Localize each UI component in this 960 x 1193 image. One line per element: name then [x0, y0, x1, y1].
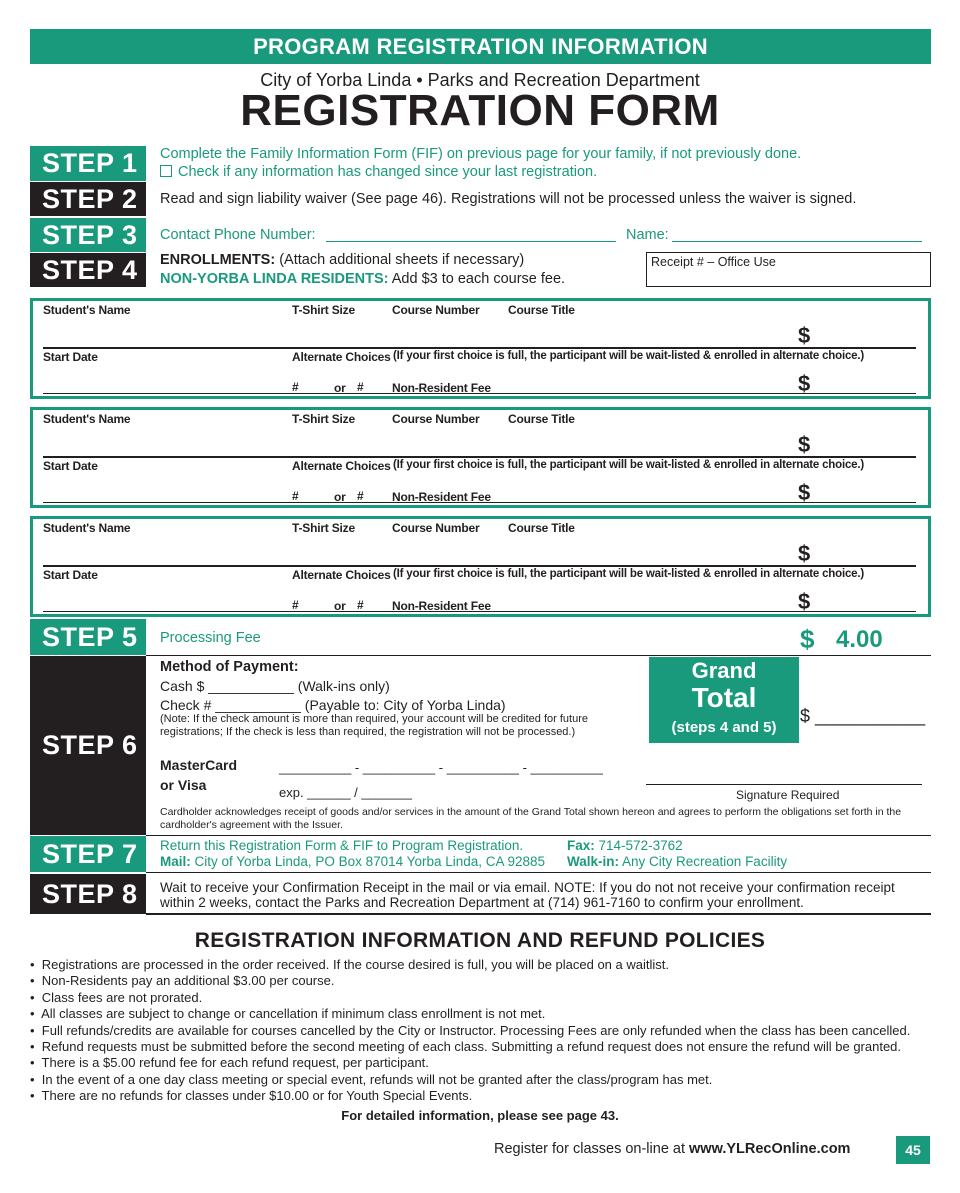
alternate-choices-note: (If your first choice is full, the participant will be wait-listed & enrolled in alternate choice.)	[393, 568, 864, 580]
course-fee-line[interactable]	[43, 347, 916, 349]
course-title-label: Course Title	[508, 412, 575, 426]
signature-label: Signature Required	[736, 788, 840, 802]
footer-url-link[interactable]: www.YLRecOnline.com	[689, 1141, 851, 1157]
policy-item: • There is a $5.00 refund fee for each refund request, per participant.	[30, 1055, 429, 1071]
step-3-label: STEP 3	[30, 218, 146, 252]
cardholder-text-line1: Cardholder acknowledges receipt of goods and/or services in the amount of the Grand Total shown hereon and agrees to perform the obligations set forth in the	[160, 806, 902, 818]
step7-bottom-rule	[146, 872, 931, 873]
method-of-payment-heading: Method of Payment:	[160, 659, 299, 675]
alternate-choices-label: Alternate Choices	[292, 350, 391, 364]
student-name-label: Student's Name	[43, 303, 131, 317]
receipt-label: Receipt # – Office Use	[651, 255, 776, 269]
course-fee-line[interactable]	[43, 565, 916, 567]
fax-number: 714-572-3762	[598, 838, 683, 853]
fax-line	[567, 838, 683, 853]
alternate-choices-note: (If your first choice is full, the participant will be wait-listed & enrolled in alternate choice.)	[393, 459, 864, 471]
step6-bottom-rule	[146, 835, 931, 836]
policies-detail-note: For detailed information, please see page 43.	[341, 1108, 619, 1123]
alternate-choices-note: (If your first choice is full, the participant will be wait-listed & enrolled in alternate choice.)	[393, 350, 864, 362]
alt-or: or	[334, 490, 346, 504]
tshirt-label: T-Shirt Size	[292, 303, 355, 317]
nonres-fee-dollar: $	[798, 480, 811, 505]
info-changed-checkbox-row[interactable]	[160, 164, 597, 180]
tshirt-label: T-Shirt Size	[292, 412, 355, 426]
policy-item: • Class fees are not prorated.	[30, 989, 203, 1005]
total-label: Total	[691, 682, 757, 713]
checkbox[interactable]	[160, 165, 172, 177]
step1-instruction: Complete the Family Information Form (FIF) on previous page for your family, if not previously done.	[160, 146, 802, 162]
alternate-choices-label: Alternate Choices	[292, 568, 391, 582]
footer-register-text: Register for classes on-line at www.YLRecOnline.com	[494, 1141, 851, 1157]
nonresident-heading: NON-YORBA LINDA RESIDENTS:	[160, 271, 389, 287]
start-date-label: Start Date	[43, 459, 98, 473]
policy-item: • Refund requests must be submitted before the second meeting of each class. Submitting a refund request does not ensure the refund will be granted.	[30, 1039, 902, 1055]
grand-total-box	[649, 657, 799, 743]
course-fee-line[interactable]	[43, 456, 916, 458]
step-4-label: STEP 4	[30, 253, 146, 287]
alternate-choices-label: Alternate Choices	[292, 459, 391, 473]
alt-hash-2: #	[357, 380, 364, 394]
policy-item: • All classes are subject to change or cancellation if minimum class enrollment is not met.	[30, 1006, 546, 1022]
course-title-label: Course Title	[508, 303, 575, 317]
step8-line2: within 2 weeks, contact the Parks and Recreation Department at (714) 961-7160 to confirm your enrollment.	[160, 895, 804, 910]
processing-fee-dollar: $	[800, 624, 815, 654]
enrollments-line	[160, 252, 524, 268]
department-subtitle: City of Yorba Linda • Parks and Recreation Department	[260, 70, 700, 90]
nonres-fee-dollar: $	[798, 371, 811, 396]
alt-or: or	[334, 381, 346, 395]
section-banner: PROGRAM REGISTRATION INFORMATION	[30, 29, 931, 64]
policy-item: • Registrations are processed in the order received. If the course desired is full, you will be placed on a waitlist.	[30, 957, 669, 972]
page-number-badge: 45	[896, 1136, 930, 1164]
step5-top-rule	[146, 655, 931, 656]
processing-fee-amount: 4.00	[836, 626, 883, 653]
fax-label: Fax:	[567, 838, 595, 853]
alt-or: or	[334, 599, 346, 613]
expiration-field[interactable]: exp. ______ / _______	[279, 785, 413, 800]
enrollment-box-2	[30, 407, 931, 508]
start-date-line[interactable]	[43, 502, 916, 503]
step8-line1: Wait to receive your Confirmation Receipt in the mail or via email. NOTE: If you do not not receive your confirmation receipt	[160, 880, 895, 895]
check-note-line1: (Note: If the check amount is more than required, your account will be credited for future	[160, 713, 588, 725]
course-fee-dollar: $	[798, 323, 811, 348]
policy-item: • Non-Residents pay an additional $3.00 per course.	[30, 973, 335, 989]
start-date-label: Start Date	[43, 350, 98, 364]
start-date-label: Start Date	[43, 568, 98, 582]
tshirt-label: T-Shirt Size	[292, 521, 355, 535]
steps-4-and-5-label: (steps 4 and 5)	[671, 719, 777, 736]
policies-title: REGISTRATION INFORMATION AND REFUND POLICIES	[194, 929, 766, 952]
cardholder-text-line2: cardholder's agreement with the Issuer.	[160, 819, 343, 831]
policy-item: • In the event of a one day class meeting or special event, refunds will not be granted after the class/program has met.	[30, 1071, 713, 1087]
enrollments-note: (Attach additional sheets if necessary)	[279, 252, 525, 268]
policy-item: • There are no refunds for classes under $10.00 or for Youth Special Events.	[30, 1088, 473, 1104]
alt-hash-2: #	[357, 489, 364, 503]
step2-waiver-text: Read and sign liability waiver (See page 46). Registrations will not be processed unless the waiver is signed.	[160, 191, 857, 207]
nonres-fee-dollar: $	[798, 589, 811, 614]
grand-label: Grand	[691, 658, 757, 683]
step-5-label: STEP 5	[30, 619, 146, 655]
step-2-label: STEP 2	[30, 182, 146, 216]
card-number-field[interactable]: __________ - __________ - __________ - __________	[279, 760, 603, 775]
walkin-label: Walk-in:	[567, 854, 619, 869]
nonres-fee-label: Non-Resident Fee	[392, 490, 491, 504]
course-number-label: Course Number	[392, 412, 480, 426]
student-name-label: Student's Name	[43, 412, 131, 426]
course-number-label: Course Number	[392, 521, 480, 535]
phone-input-line[interactable]	[326, 226, 616, 242]
alt-hash-1: #	[292, 380, 299, 394]
phone-label: Contact Phone Number:	[160, 227, 316, 243]
step-6-label: STEP 6	[30, 656, 146, 835]
start-date-line[interactable]	[43, 393, 916, 394]
mail-label: Mail:	[160, 854, 191, 869]
grand-total-field[interactable]: $ ___________	[800, 706, 926, 726]
nonres-fee-label: Non-Resident Fee	[392, 381, 491, 395]
return-form-text: Return this Registration Form & FIF to Program Registration.	[160, 838, 524, 853]
checkbox-label: Check if any information has changed since your last registration.	[178, 164, 598, 180]
course-fee-dollar: $	[798, 541, 811, 566]
policy-item: • Full refunds/credits are available for courses cancelled by the City or Instructor. Processing Fees are only refunded when the class has been cancelled.	[30, 1022, 911, 1038]
receipt-office-use-box	[646, 252, 931, 287]
step-1-label: STEP 1	[30, 146, 146, 181]
signature-line[interactable]	[646, 773, 922, 785]
or-visa-label: or Visa	[160, 777, 207, 793]
nonresident-note: Add $3 to each course fee.	[391, 271, 566, 287]
form-title: REGISTRATION FORM	[240, 86, 720, 135]
mail-address: City of Yorba Linda, PO Box 87014 Yorba Linda, CA 92885	[194, 854, 546, 869]
course-fee-dollar: $	[798, 432, 811, 457]
check-note-line2: registrations; If the check is less than required, the registration will not be processed.)	[160, 726, 576, 738]
walkin-line	[567, 854, 787, 869]
enrollments-heading: ENROLLMENTS:	[160, 252, 276, 268]
step8-bottom-rule	[146, 913, 931, 915]
name-label: Name:	[626, 227, 669, 243]
step-7-label: STEP 7	[30, 836, 146, 872]
course-title-label: Course Title	[508, 521, 575, 535]
nonresident-line	[160, 271, 565, 287]
enrollment-box-1	[30, 298, 931, 399]
check-field[interactable]: Check # ___________ (Payable to: City of Yorba Linda)	[160, 697, 506, 713]
mastercard-label: MasterCard	[160, 757, 238, 773]
nonres-fee-label: Non-Resident Fee	[392, 599, 491, 613]
student-name-label: Student's Name	[43, 521, 131, 535]
processing-fee-label: Processing Fee	[160, 630, 261, 646]
alt-hash-1: #	[292, 489, 299, 503]
start-date-line[interactable]	[43, 611, 916, 612]
course-number-label: Course Number	[392, 303, 480, 317]
step-8-label: STEP 8	[30, 874, 146, 914]
walkin-text: Any City Recreation Facility	[622, 854, 788, 869]
mail-line	[160, 854, 545, 869]
alt-hash-2: #	[357, 598, 364, 612]
policies-list	[30, 957, 910, 1105]
alt-hash-1: #	[292, 598, 299, 612]
name-input-line[interactable]	[672, 226, 922, 242]
cash-field[interactable]: Cash $ ___________ (Walk-ins only)	[160, 678, 390, 694]
enrollment-box-3	[30, 516, 931, 617]
